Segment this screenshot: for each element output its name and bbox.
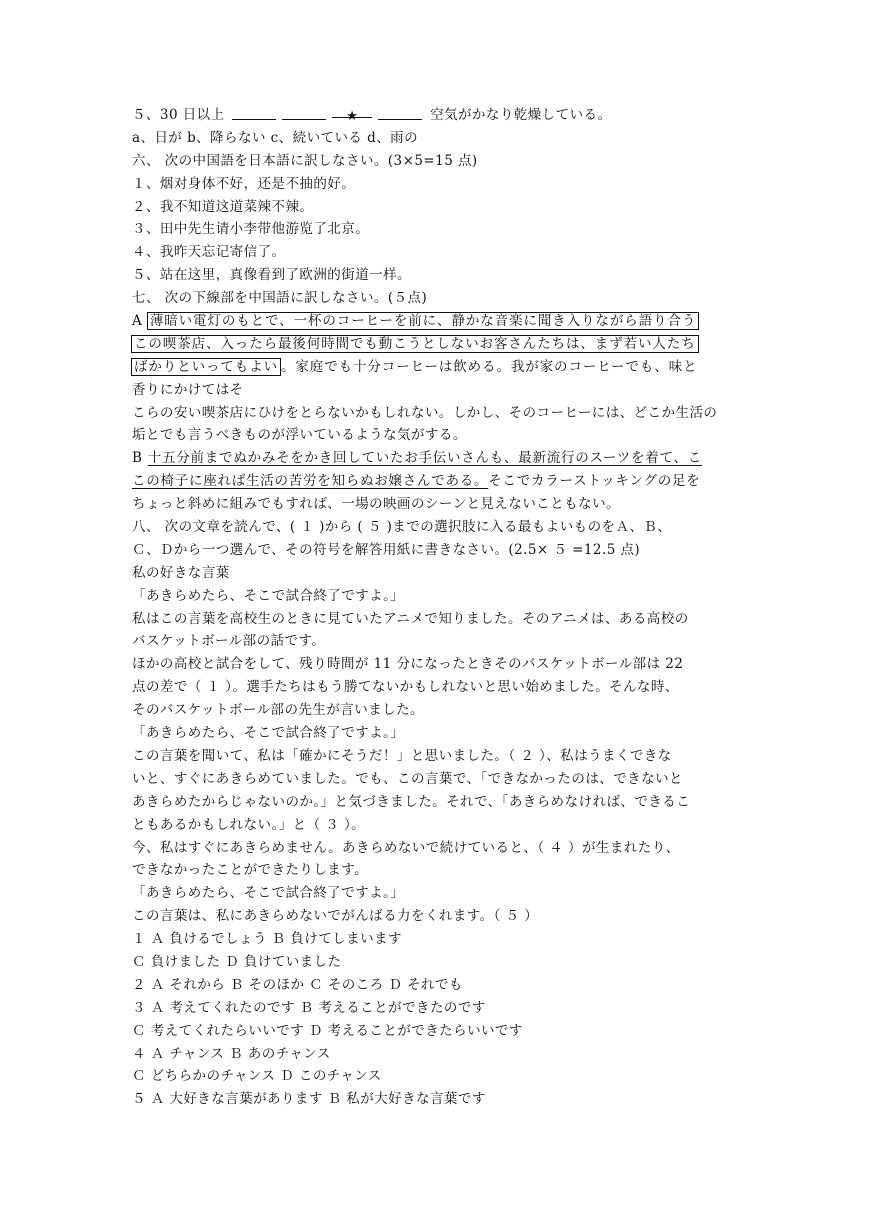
answer-blank-star: [332, 105, 372, 124]
section7-b-line-2: [132, 470, 742, 493]
reading-line: 私はこの言葉を高校生のときに見ていたアニメで知りました。そのアニメは、ある高校の: [132, 610, 689, 627]
passage-a-label: A: [132, 313, 143, 330]
passage-a-boxed-text: この喫茶店、入ったら最後何時間でも動こうとしないお客さんたちは、まず若い人たち: [131, 335, 699, 353]
section7-a-line-1: [132, 310, 742, 333]
choice-line: １ Ａ 負けるでしょう Ｂ 負けてしまいます: [132, 931, 402, 948]
q5-stem-pre: ５、30 日以上: [132, 107, 225, 123]
passage-b-underlined-text: 十五分前までぬかみそをかき回していたお手伝いさんも、最新流行のスーツを着て、こ: [147, 450, 702, 467]
passage-b-text: そこでカラーストッキングの足を: [488, 473, 701, 490]
section6-item: ４、我昨天忘记寄信了。: [132, 244, 286, 261]
passage-a-text: 。家庭でも十分コーヒーは飲める。我が家のコーヒーでも、味と: [281, 358, 698, 375]
section6-item: ２、我不知道这道菜辣不辣。: [132, 198, 314, 215]
section6-heading: 六、 次の中国語を日本語に訳しなさい。(3×5=15 点): [132, 152, 478, 169]
reading-line: 「あきらめたら、そこで試合終了ですよ。」: [132, 885, 405, 902]
choice-line: Ｃ 負けました Ｄ 負けていました: [132, 953, 342, 970]
section7-b-line-1: [132, 447, 742, 470]
q5-stem: [132, 104, 742, 127]
choice-line: Ｃ どちらかのチャンス Ｄ このチャンス: [132, 1068, 382, 1085]
choice-line: ４ Ａ チャンス Ｂ あのチャンス: [132, 1045, 331, 1062]
passage-b-label: B: [132, 450, 143, 467]
passage-a-boxed-text: 薄暗い電灯のもとで、一杯のコーヒーを前に、静かな音楽に聞き入りながら語り合う: [147, 312, 699, 330]
choice-line: Ｃ 考えてくれたらいいです Ｄ 考えることができたらいいです: [132, 1022, 523, 1039]
section8-heading-1: 八、 次の文章を読んで、( １ )から ( ５ )までの選択肢に入る最もよいものをＡ、Ｂ、: [132, 519, 672, 536]
section6-item: ５、站在这里，真像看到了欧洲的街道一样。: [132, 267, 411, 284]
section6-item: １、烟对身体不好，还是不抽的好。: [132, 175, 356, 192]
reading-line: あきらめたからじゃないのか。」と気づきました。それで、「あきらめなければ、できるこ: [132, 793, 691, 810]
reading-line: 点の差で（ １ ）。選手たちはもう勝てないかもしれないと思い始めました。そんな時、: [132, 679, 679, 696]
exam-page: [132, 104, 742, 1111]
reading-line: この言葉は、私にあきらめないでがんばる力をくれます。（ ５ ）: [132, 908, 539, 925]
choice-line: ３ Ａ 考えてくれたのです Ｂ 考えることができたのです: [132, 999, 486, 1016]
q5-options: a、日が b、降らない c、続いている d、雨の: [132, 129, 419, 146]
passage-b-underlined-text: この椅子に座れば生活の苦労を知らぬお嬢さんである。: [132, 473, 489, 490]
section7-a-line-6: 垢とでも言うべきものが浮いているような気がする。: [132, 427, 467, 444]
reading-line: 「あきらめたら、そこで試合終了ですよ。」: [132, 725, 405, 742]
reading-line: この言葉を聞いて、私は「確かにそうだ！」と思いました。（ ２ ）、私はうまくできな: [132, 747, 672, 764]
star-icon: ★: [346, 109, 359, 124]
section7-a-line-2: [132, 333, 742, 356]
passage-a-boxed-text: ばかりといってもよい: [131, 358, 281, 376]
reading-line: 「あきらめたら、そこで試合終了ですよ。」: [132, 587, 405, 604]
reading-line: ともあるかもしれない。」と（ ３ ）。: [132, 816, 366, 833]
section7-b-line-3: ちょっと斜めに組みでもすれば、一場の映画のシーンと見えないこともない。: [132, 496, 620, 513]
reading-line: いと、すぐにあきらめていました。でも、この言葉で、「できなかったのは、できないと: [132, 770, 683, 787]
reading-line: そのバスケットボール部の先生が言いました。: [132, 702, 425, 719]
section8-heading-2: Ｃ、Ｄから一つ選んで、その符号を解答用紙に書きなさい。(2.5× ５ =12.5 点): [132, 541, 641, 558]
section7-a-line-5: こらの安い喫茶店にひけをとらないかもしれない。しかし、そのコーヒーには、どこか生活の: [132, 404, 718, 421]
section7-heading: 七、 次の下線部を中国語に訳しなさい。(５点): [132, 290, 428, 307]
answer-blank-2: [282, 107, 326, 120]
choice-line: ２ Ａ それから Ｂ そのほか Ｃ そのころ Ｄ それでも: [132, 976, 463, 993]
choice-line: ５ Ａ 大好きな言葉があります Ｂ 私が大好きな言葉です: [132, 1091, 486, 1108]
section6-item: ３、田中先生请小李带他游览了北京。: [132, 221, 370, 238]
answer-blank-4: [378, 107, 422, 120]
reading-line: ほかの高校と試合をして、残り時間が 11 分になったときそのバスケットボール部は 22: [132, 656, 684, 673]
section7-a-line-3: [132, 356, 742, 379]
q5-stem-post: 空気がかなり乾燥している。: [430, 107, 612, 123]
section7-a-line-4: 香りにかけてはそ: [132, 381, 244, 398]
reading-line: 今、私はすぐにあきらめません。あきらめないで続けていると、（ ４ ）が生まれたり、: [132, 839, 680, 856]
reading-line: できなかったことができたりします。: [132, 862, 369, 879]
reading-title: 私の好きな言葉: [132, 564, 230, 581]
answer-blank-1: [232, 107, 276, 120]
reading-line: バスケットボール部の話です。: [132, 633, 326, 650]
